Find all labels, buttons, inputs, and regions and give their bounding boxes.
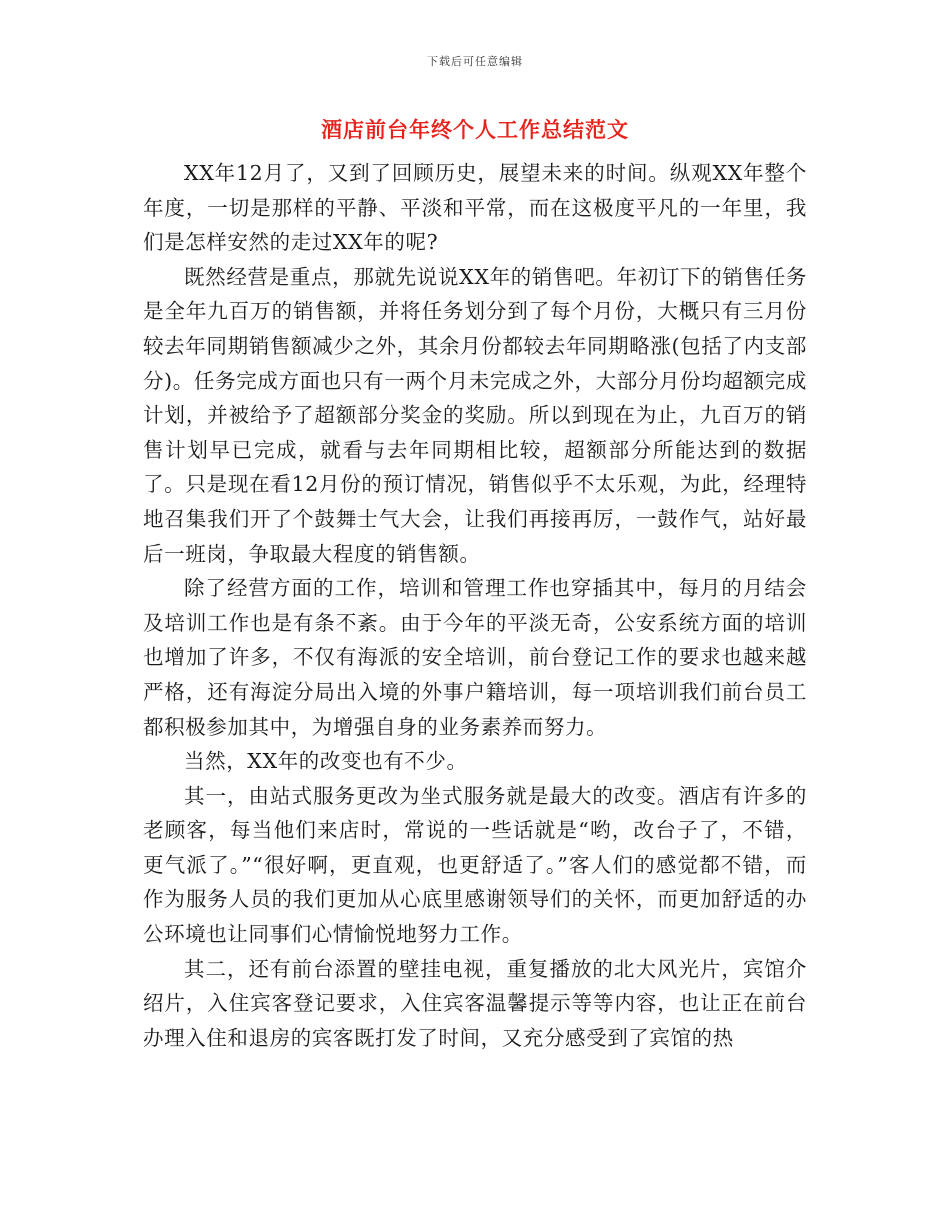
paragraph: 既然经营是重点，那就先说说XX年的销售吧。年初订下的销售任务是全年九百万的销售额，并将任务划分到了每个月份，大概只有三月份较去年同期销售额减少之外，其余月份都较去年同期略涨(包括了内支部分)。任务完成方面也只有一两个月未完成之外，大部分月份均超额完成计划，并被给予了超额部分奖金的奖励。所以到现在为止，九百万的销售计划早已完成，就看与去年同期相比较，超额部分所能达到的数据了。只是现在看12月份的预订情况，销售似乎不太乐观，为此，经理特地召集我们开了个鼓舞士气大会，让我们再接再厉，一鼓作气，站好最后一班岗，争取最大程度的销售额。	[143, 264, 807, 566]
document-body	[143, 156, 807, 1055]
document-title: 酒店前台年终个人工作总结范文	[321, 117, 629, 142]
paragraph: 除了经营方面的工作，培训和管理工作也穿插其中，每月的月结会及培训工作也是有条不紊。由于今年的平淡无奇，公安系统方面的培训也增加了许多，不仅有海派的安全培训，前台登记工作的要求也越来越严格，还有海淀分局出入境的外事户籍培训，每一项培训我们前台员工都积极参加其中，为增强自身的业务素养而努力。	[143, 576, 807, 739]
header-note: 下载后可任意编辑	[427, 55, 523, 68]
paragraph: 其二，还有前台添置的壁挂电视，重复播放的北大风光片，宾馆介绍片，入住宾客登记要求，入住宾客温馨提示等等内容，也让正在前台办理入住和退房的宾客既打发了时间，又充分感受到了宾馆的热	[143, 956, 807, 1050]
paragraph: 其一，由站式服务更改为坐式服务就是最大的改变。酒店有许多的老顾客，每当他们来店时，常说的一些话就是“哟，改台子了，不错，更气派了。”“很好啊，更直观，也更舒适了。”客人们的感觉都不错，而作为服务人员的我们更加从心底里感谢领导们的关怀，而更加舒适的办公环境也让同事们心情愉悦地努力工作。	[143, 783, 807, 947]
paragraph: 当然，XX年的改变也有不少。	[184, 749, 468, 774]
paragraph: XX年12月了，又到了回顾历史，展望未来的时间。纵观XX年整个年度，一切是那样的平静、平淡和平常，而在这极度平凡的一年里，我们是怎样安然的走过XX年的呢?	[143, 161, 807, 255]
